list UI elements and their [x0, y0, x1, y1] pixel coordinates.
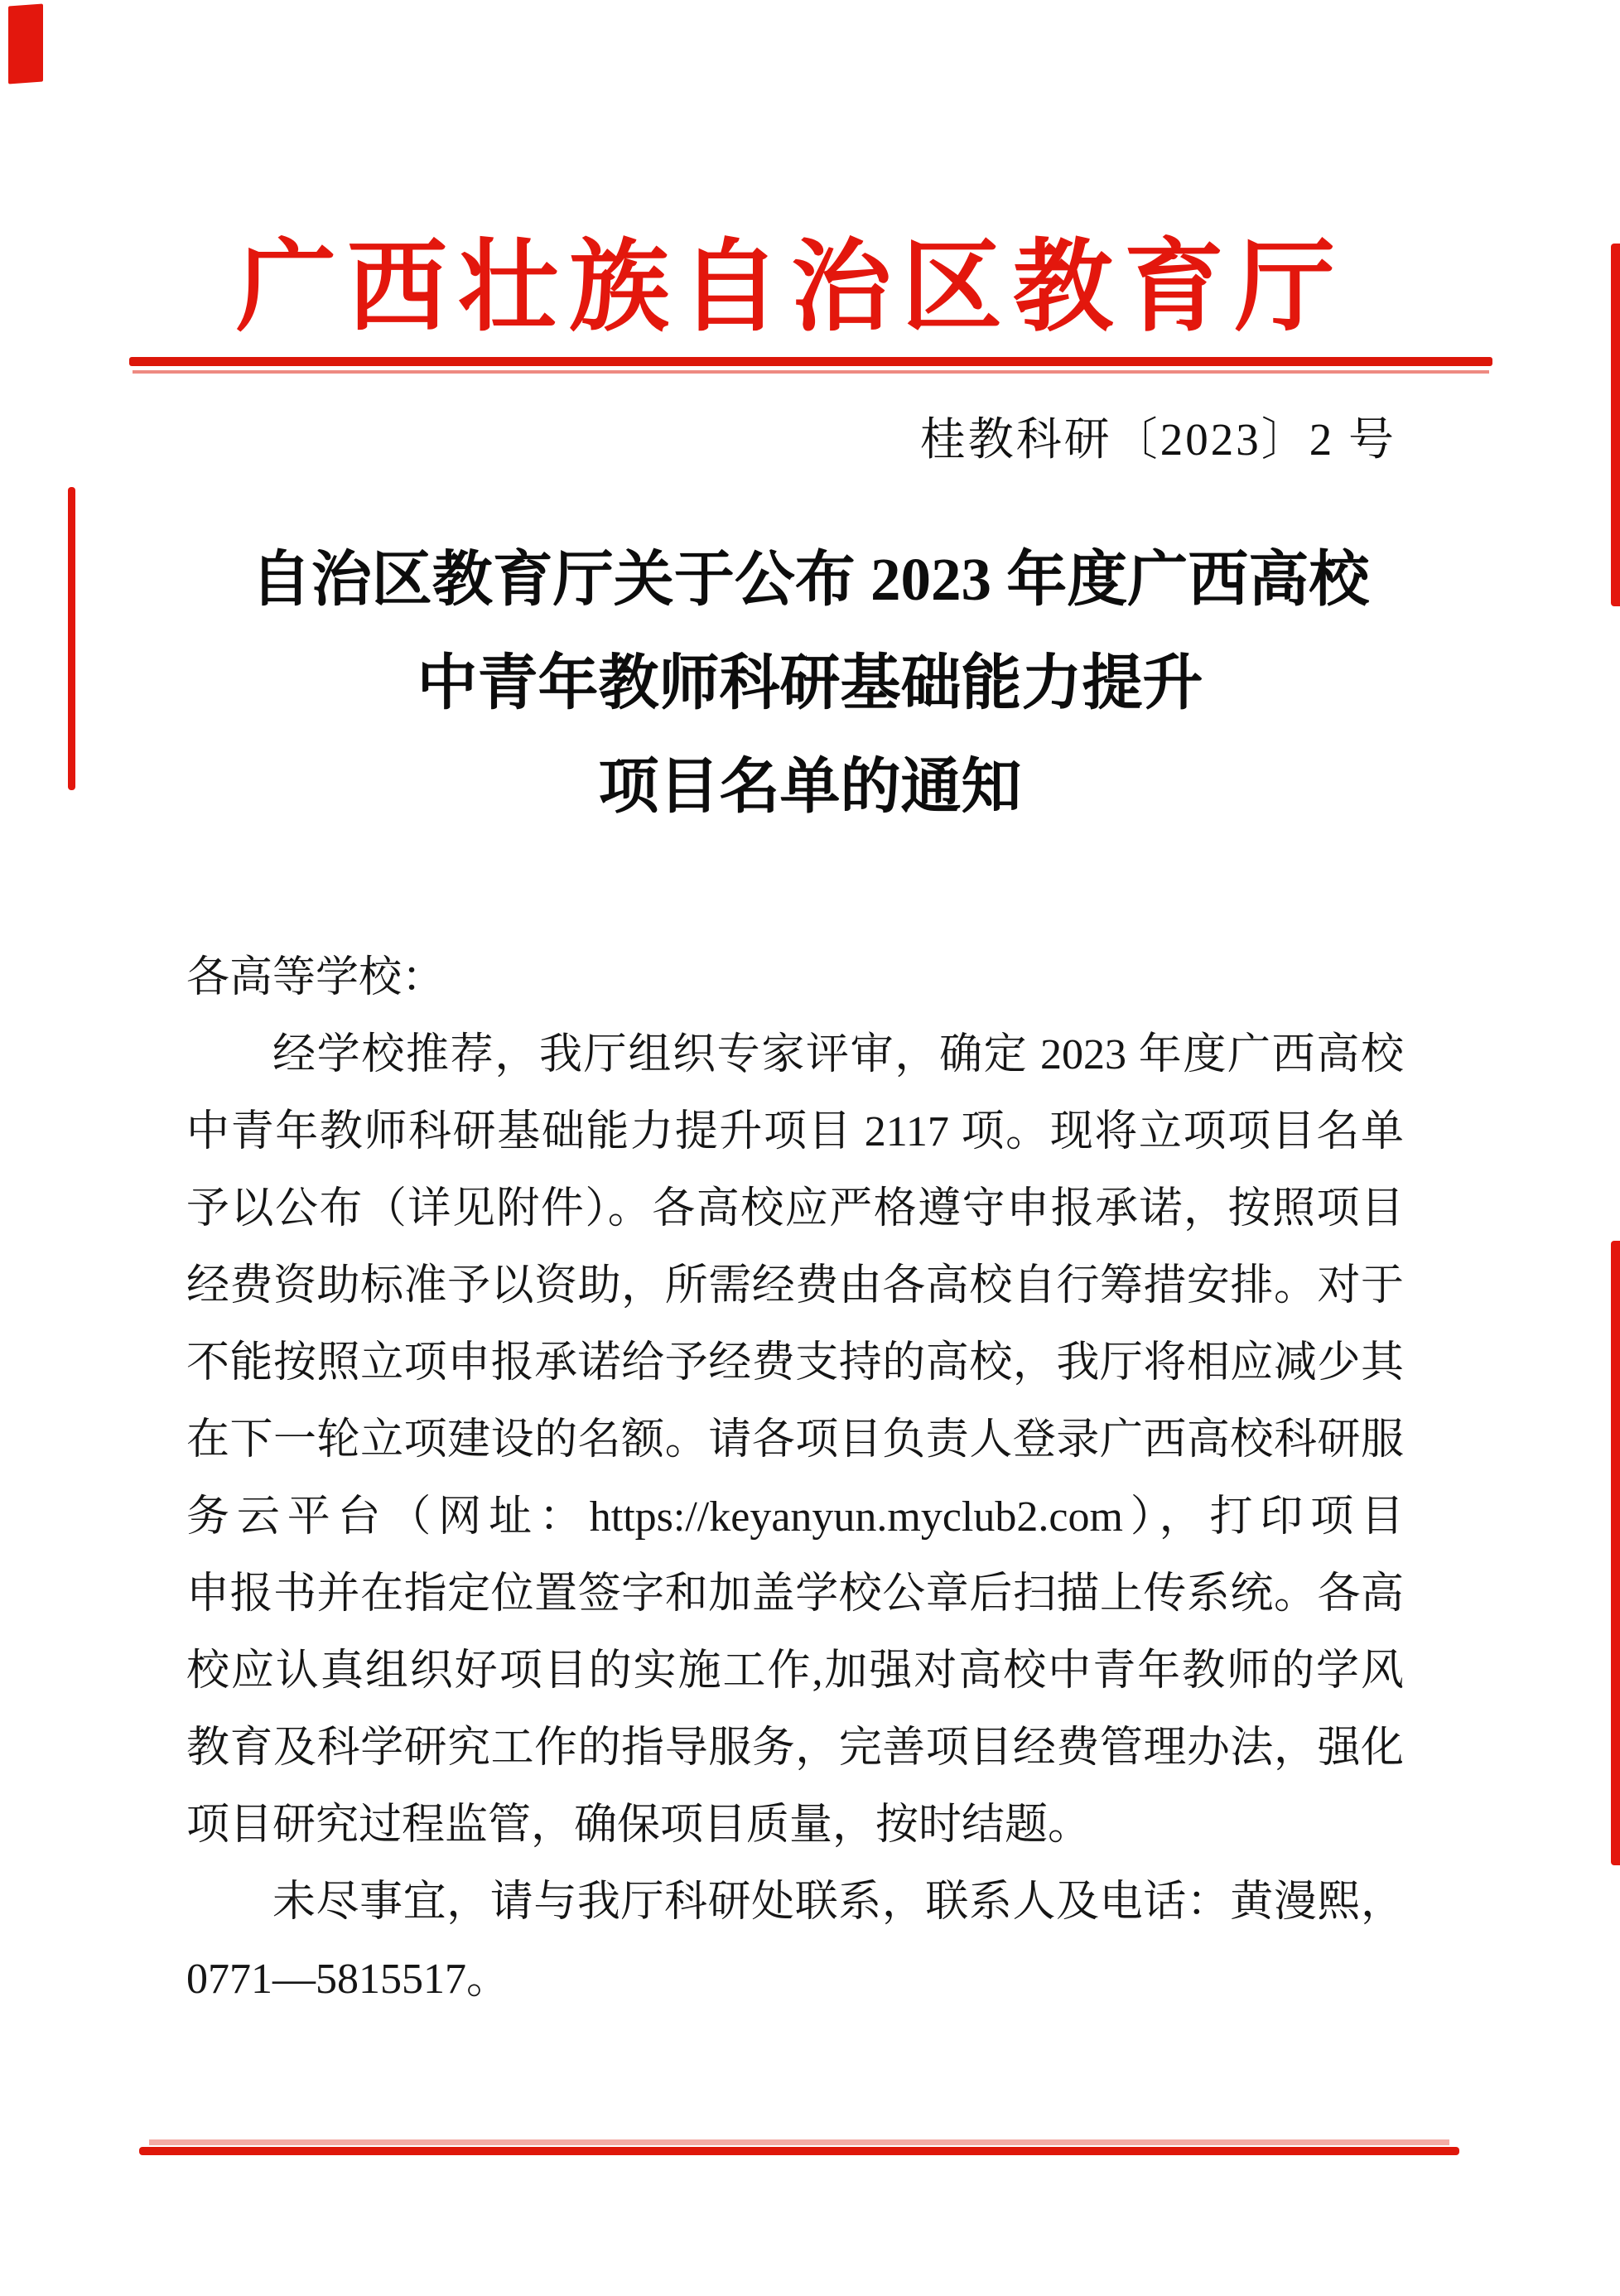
header-red-rule-echo [133, 370, 1489, 374]
body-line: 经费资助标准予以资助，所需经费由各高校自行筹措安排。对于 [186, 1262, 1404, 1310]
body-line: 在下一轮立项建设的名额。请各项目负责人登录广西高校科研服 [186, 1416, 1404, 1464]
body-line: 不能按照立项申报承诺给予经费支持的高校，我厅将相应减少其 [186, 1339, 1404, 1387]
scan-artifact-corner-mark [8, 4, 43, 84]
body-line: 校应认真组织好项目的实施工作,加强对高校中青年教师的学风 [186, 1647, 1404, 1695]
body-line: 予以公布（详见附件）。各高校应严格遵守申报承诺，按照项目 [186, 1185, 1404, 1232]
body-line-with-url: 务云平台（网址：https://keyanyun.myclub2.com），打印项目 [186, 1493, 1404, 1541]
body-line: 申报书并在指定位置签字和加盖学校公章后扫描上传系统。各高 [186, 1570, 1404, 1618]
footer-red-rule [139, 2147, 1459, 2155]
body-line: 项目研究过程监管，确保项目质量，按时结题。 [186, 1802, 1092, 1849]
body-line: 教育及科学研究工作的指导服务，完善项目经费管理办法，强化 [186, 1724, 1404, 1772]
notice-title-line-3: 项目名单的通知 [598, 753, 1022, 820]
body-line: 经学校推荐，我厅组织专家评审，确定 2023 年度广西高校 [272, 1031, 1404, 1078]
contact-phone-line: 0771—5815517。 [186, 1956, 510, 2003]
document-number: 桂教科研〔2023〕2 号 [919, 414, 1396, 465]
notice-title-line-1: 自治区教育厅关于公布 2023 年度广西高校 [250, 546, 1370, 613]
footer-red-rule-echo [149, 2139, 1449, 2145]
notice-body [186, 939, 1404, 2018]
contact-line: 未尽事宜，请与我厅科研处联系，联系人及电话：黄漫熙， [272, 1879, 1404, 1926]
scan-artifact-right-edge-lower [1611, 1241, 1620, 1865]
salutation: 各高等学校： [186, 954, 446, 1001]
scan-artifact-right-edge-upper [1611, 244, 1620, 606]
scan-artifact-left-edge [68, 487, 75, 790]
agency-header-title: 广西壮族自治区教育厅 [235, 233, 1346, 344]
notice-title [106, 528, 1514, 838]
notice-title-line-2: 中青年教师科研基础能力提升 [417, 649, 1203, 716]
header-red-rule [129, 357, 1492, 366]
body-line: 中青年教师科研基础能力提升项目 2117 项。现将立项项目名单 [186, 1108, 1404, 1155]
